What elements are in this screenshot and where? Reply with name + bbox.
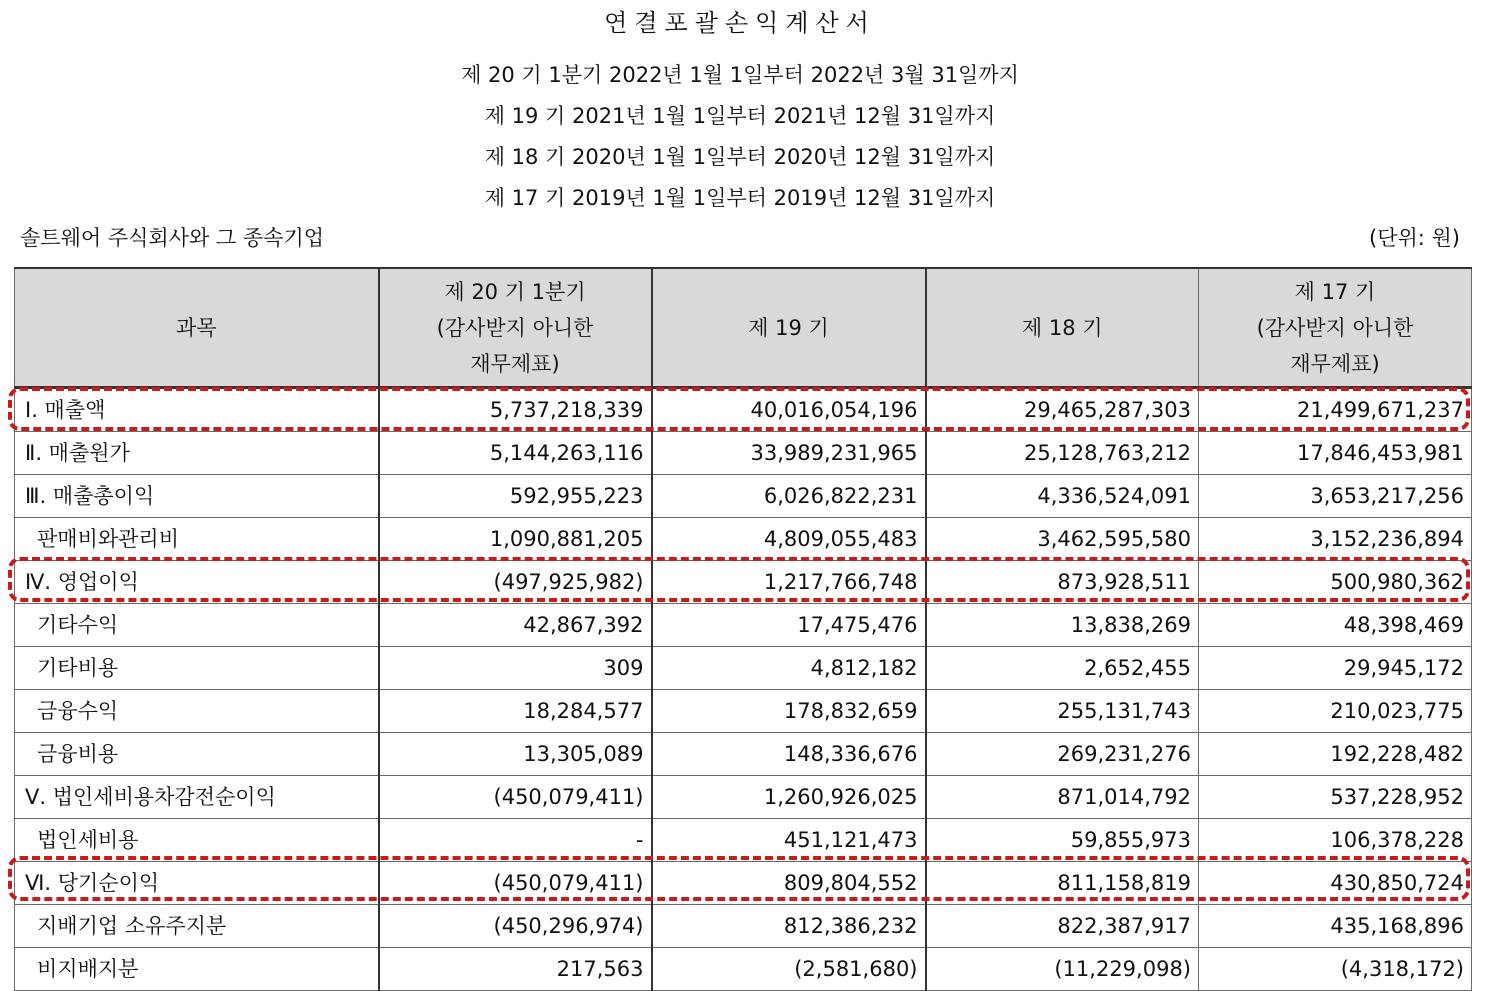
header-q1-line3: 재무제표) [470,351,560,376]
cell-p17: 17,846,453,981 [1199,432,1472,475]
cell-p18: 822,387,917 [926,905,1199,948]
cell-p17: 435,168,896 [1199,905,1472,948]
table-row [15,518,1472,561]
cell-p19: (2,581,680) [652,948,926,991]
period-line-20: 제 20 기 1분기 2022년 1월 1일부터 2022년 3월 31일까지 [461,63,1019,87]
table-row [15,862,1472,905]
unit-label: (단위: 원) [1369,226,1460,250]
cell-p17: 500,980,362 [1199,561,1472,604]
row-label: 금융비용 [15,733,379,776]
company-name: 솔트웨어 주식회사와 그 종속기업 [20,226,325,250]
cell-p17: 430,850,724 [1199,862,1472,905]
cell-p18: 59,855,973 [926,819,1199,862]
cell-p19: 4,809,055,483 [652,518,926,561]
table-row [15,948,1472,991]
cell-p19: 451,121,473 [652,819,926,862]
row-label: 법인세비용 [15,819,379,862]
cell-p19: 178,832,659 [652,690,926,733]
cell-q1: 18,284,577 [379,690,652,733]
period-line-17: 제 17 기 2019년 1월 1일부터 2019년 12월 31일까지 [484,186,996,210]
cell-p19: 812,386,232 [652,905,926,948]
cell-q1: (450,079,411) [379,776,652,819]
cell-p19: 1,260,926,025 [652,776,926,819]
cell-p17: 192,228,482 [1199,733,1472,776]
table-row [15,905,1472,948]
cell-p19: 809,804,552 [652,862,926,905]
table-row [15,819,1472,862]
row-label: 금융수익 [15,690,379,733]
cell-q1: 309 [379,647,652,690]
cell-p17: 3,653,217,256 [1199,475,1472,518]
header-p17-line3: 재무제표) [1290,351,1380,376]
row-label: Ⅵ. 당기순이익 [15,862,379,905]
row-label: Ⅰ. 매출액 [15,388,379,432]
row-label: Ⅴ. 법인세비용차감전순이익 [15,776,379,819]
table-row [15,561,1472,604]
cell-p18: 13,838,269 [926,604,1199,647]
header-q1-line2: (감사받지 아니한 [436,315,594,340]
cell-p17: 48,398,469 [1199,604,1472,647]
header-period-18: 제 18 기 [926,268,1199,388]
cell-p17: 21,499,671,237 [1199,388,1472,432]
cell-p18: 25,128,763,212 [926,432,1199,475]
cell-p17: (4,318,172) [1199,948,1472,991]
cell-q1: (450,296,974) [379,905,652,948]
header-p17-line1: 제 17 기 [1294,279,1376,304]
header-period-17 [1199,268,1472,388]
table-row [15,432,1472,475]
cell-p18: 871,014,792 [926,776,1199,819]
cell-p18: 4,336,524,091 [926,475,1199,518]
cell-q1: 42,867,392 [379,604,652,647]
row-label: 기타수익 [15,604,379,647]
row-label: Ⅱ. 매출원가 [15,432,379,475]
cell-p17: 537,228,952 [1199,776,1472,819]
cell-p17: 3,152,236,894 [1199,518,1472,561]
row-label: 비지배지분 [15,948,379,991]
row-label: 판매비와관리비 [15,518,379,561]
cell-p19: 4,812,182 [652,647,926,690]
cell-p18: 29,465,287,303 [926,388,1199,432]
cell-q1: 5,737,218,339 [379,388,652,432]
table-header-row [15,268,1472,388]
header-period-19: 제 19 기 [652,268,926,388]
header-period-20-q1 [379,268,652,388]
income-statement-table [14,267,1472,991]
cell-q1: (497,925,982) [379,561,652,604]
cell-p18: 873,928,511 [926,561,1199,604]
table-row [15,776,1472,819]
table-row [15,475,1472,518]
row-label: Ⅳ. 영업이익 [15,561,379,604]
cell-p17: 106,378,228 [1199,819,1472,862]
cell-q1: 592,955,223 [379,475,652,518]
period-line-19: 제 19 기 2021년 1월 1일부터 2021년 12월 31일까지 [484,104,996,128]
period-line-18: 제 18 기 2020년 1월 1일부터 2020년 12월 31일까지 [484,145,996,169]
header-p17-line2: (감사받지 아니한 [1256,315,1414,340]
cell-p18: (11,229,098) [926,948,1199,991]
cell-q1: (450,079,411) [379,862,652,905]
cell-p19: 148,336,676 [652,733,926,776]
cell-p18: 811,158,819 [926,862,1199,905]
cell-p19: 40,016,054,196 [652,388,926,432]
cell-p18: 269,231,276 [926,733,1199,776]
cell-q1: 5,144,263,116 [379,432,652,475]
cell-q1: 217,563 [379,948,652,991]
cell-q1: 1,090,881,205 [379,518,652,561]
row-label: 지배기업 소유주지분 [15,905,379,948]
cell-q1: 13,305,089 [379,733,652,776]
table-row [15,733,1472,776]
cell-p17: 210,023,775 [1199,690,1472,733]
table-row [15,388,1472,432]
table-row [15,647,1472,690]
cell-q1: - [379,819,652,862]
cell-p18: 255,131,743 [926,690,1199,733]
row-label: Ⅲ. 매출총이익 [15,475,379,518]
statement-title: 연결포괄손익계산서 [604,9,876,37]
cell-p18: 3,462,595,580 [926,518,1199,561]
period-list [0,55,1480,219]
cell-p19: 6,026,822,231 [652,475,926,518]
cell-p19: 1,217,766,748 [652,561,926,604]
row-label: 기타비용 [15,647,379,690]
header-item: 과목 [15,268,379,388]
cell-p19: 17,475,476 [652,604,926,647]
table-row [15,604,1472,647]
header-q1-line1: 제 20 기 1분기 [444,279,586,304]
table-row [15,690,1472,733]
cell-p19: 33,989,231,965 [652,432,926,475]
cell-p18: 2,652,455 [926,647,1199,690]
cell-p17: 29,945,172 [1199,647,1472,690]
